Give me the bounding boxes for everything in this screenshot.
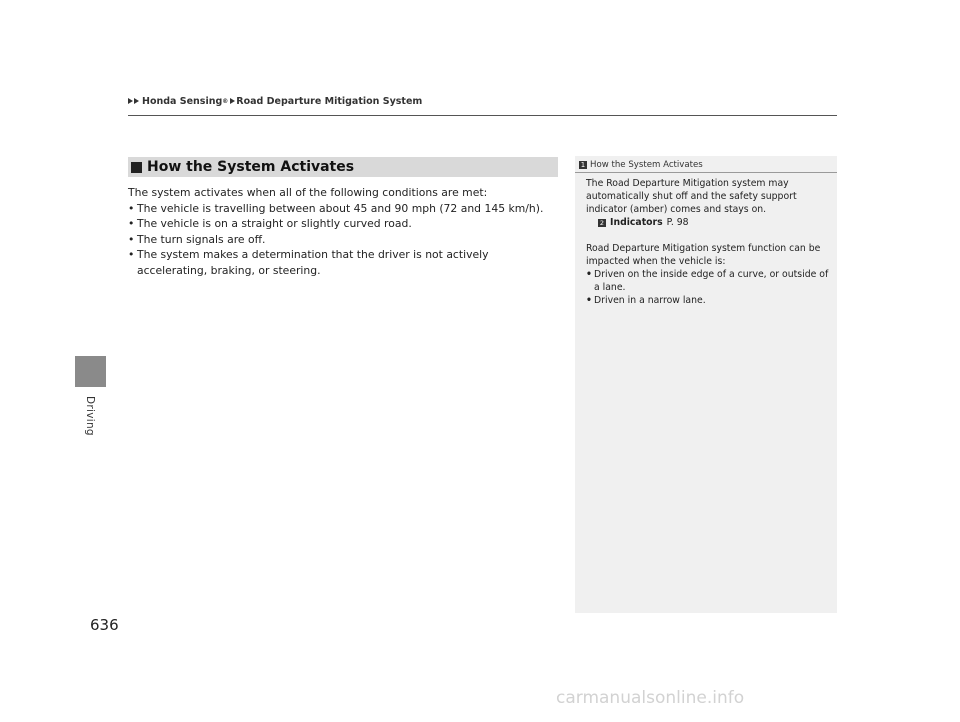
bullet-icon: •	[586, 295, 592, 306]
watermark: carmanualsonline.info	[556, 688, 745, 708]
breadcrumb-subsection: Road Departure Mitigation System	[236, 95, 423, 107]
section-title: How the System Activates	[147, 159, 355, 175]
side-note-paragraph: The Road Departure Mitigation system may automatically shut off and the safety support indicator (amber) comes and stays on.	[586, 178, 797, 215]
breadcrumb-arrow-icon	[128, 98, 133, 104]
chapter-label: Driving	[84, 396, 96, 436]
side-note-paragraph: Road Departure Mitigation system function can be impacted when the vehicle is:	[586, 243, 821, 267]
side-note-header	[575, 158, 837, 173]
list-item-text: The vehicle is travelling between about 45 and 90 mph (72 and 145 km/h).	[137, 201, 544, 215]
side-note-panel	[575, 156, 837, 613]
cross-reference-link[interactable]	[586, 216, 834, 229]
list-item-text: Driven on the inside edge of a curve, or outside of a lane.	[594, 269, 829, 293]
bullet-icon: •	[128, 217, 135, 230]
list-item-text: The system makes a determination that the driver is not actively accelerating, braking, or steering.	[137, 248, 489, 277]
list-item-text: The turn signals are off.	[137, 232, 266, 246]
page-number: 636	[90, 616, 119, 634]
list-item	[128, 216, 558, 232]
bullet-icon: •	[128, 232, 135, 246]
side-note-title: How the System Activates	[590, 160, 703, 170]
note-marker-icon: 1	[580, 161, 586, 169]
registered-mark: ®	[222, 97, 229, 105]
list-item-text: Driven in a narrow lane.	[594, 295, 706, 306]
bullet-icon: •	[128, 248, 135, 261]
side-note-body	[586, 177, 834, 307]
section-square-icon	[131, 162, 142, 173]
header-divider	[128, 115, 837, 116]
side-note-list	[586, 268, 834, 307]
list-item	[586, 268, 834, 294]
reference-title: Indicators	[610, 217, 663, 228]
list-item	[128, 232, 558, 248]
list-item	[128, 247, 558, 278]
section-body	[128, 185, 558, 278]
breadcrumb	[128, 94, 422, 108]
breadcrumb-section: Honda Sensing	[142, 95, 223, 107]
reference-arrow-icon: 2	[599, 218, 605, 227]
breadcrumb-arrow-icon	[134, 98, 139, 104]
chapter-tab	[75, 356, 106, 387]
spacer	[586, 229, 834, 242]
section-header	[128, 157, 558, 177]
list-item-text: The vehicle is on a straight or slightly curved road.	[137, 217, 412, 230]
breadcrumb-arrow-icon	[230, 98, 235, 104]
conditions-list	[128, 201, 558, 279]
reference-page: P. 98	[666, 217, 689, 228]
section-intro: The system activates when all of the following conditions are met:	[128, 186, 488, 199]
list-item	[586, 294, 834, 307]
bullet-icon: •	[586, 269, 592, 280]
list-item	[128, 201, 558, 217]
bullet-icon: •	[128, 201, 135, 215]
